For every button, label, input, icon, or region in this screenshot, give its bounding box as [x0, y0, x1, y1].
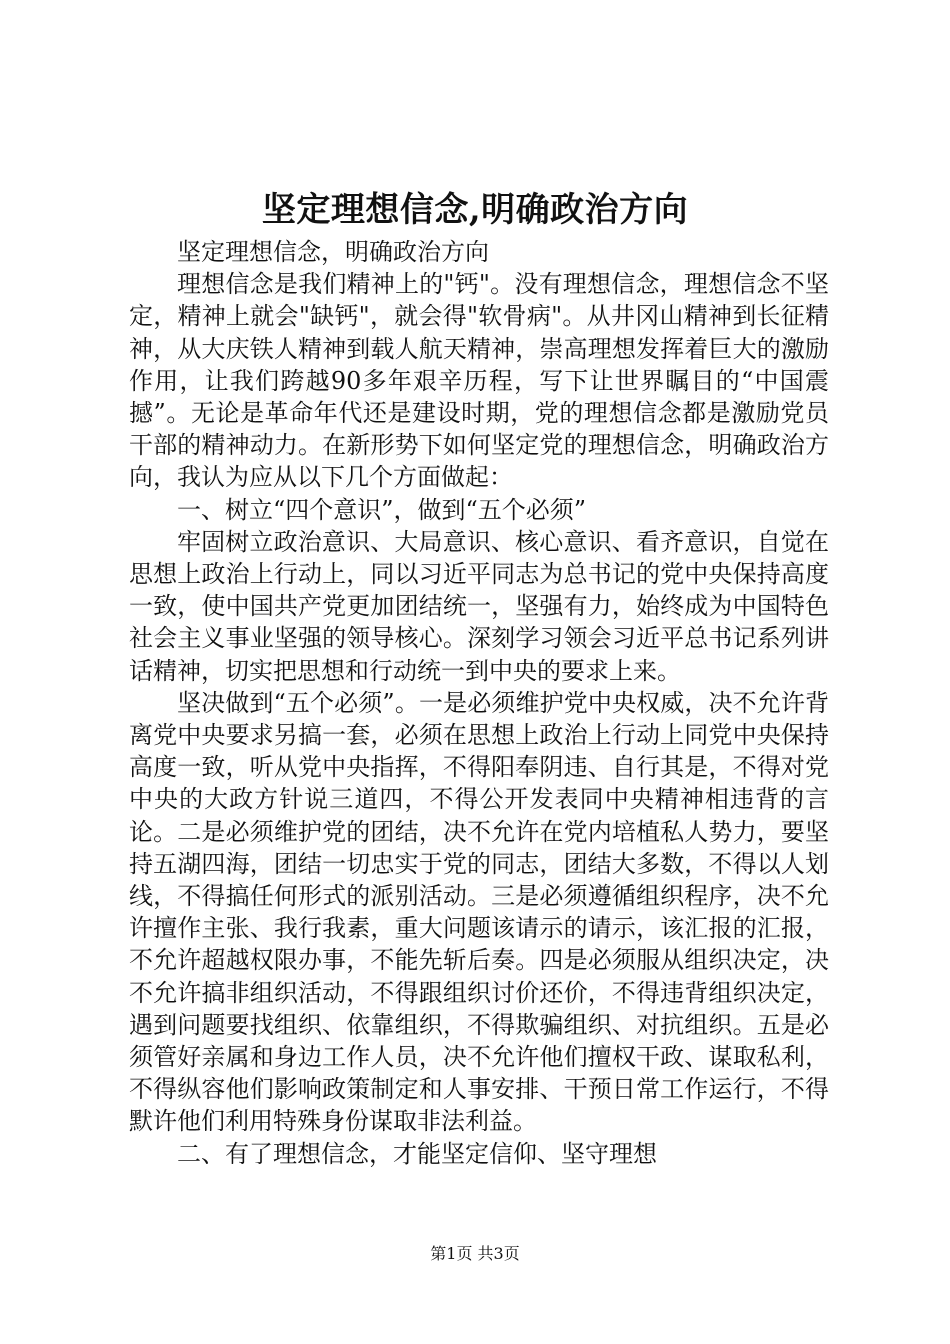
subtitle-paragraph: 坚定理想信念，明确政治方向: [177, 238, 489, 266]
document-body: [129, 236, 829, 1170]
document-title: 坚定理想信念,明确政治方向: [261, 190, 689, 230]
section-heading-2: 二、有了理想信念，才能坚定信仰、坚守理想: [177, 1139, 657, 1168]
page-footer: 第1页 共3页: [430, 1244, 520, 1263]
section-heading-1: 一、树立“四个意识”，做到“五个必须”: [177, 495, 587, 524]
body-paragraph: 牢固树立政治意识、大局意识、核心意识、看齐意识，自觉在思想上政治上行动上，同以习近平同志为总书记的党中央保持高度一致，使中国共产党更加团结统一，坚强有力，始终成为中国特色社会主义事业坚强的领导核心。深刻学习领会习近平总书记系列讲话精神，切实把思想和行动统一到中央的要求上来。: [129, 527, 829, 685]
intro-paragraph: 理想信念是我们精神上的"钙"。没有理想信念，理想信念不坚定，精神上就会"缺钙"，就会得"软骨病"。从井冈山精神到长征精神，从大庆铁人精神到载人航天精神，崇高理想发挥着巨大的激励作用，让我们跨越90多年艰辛历程，写下让世界瞩目的“中国震撼”。无论是革命年代还是建设时期，党的理想信念都是激励党员干部的精神动力。在新形势下如何坚定党的理想信念，明确政治方向，我认为应从以下几个方面做起：: [129, 270, 829, 492]
body-paragraph: 坚决做到“五个必须”。一是必须维护党中央权威，决不允许背离党中央要求另搞一套，必须在思想上政治上行动上同党中央保持高度一致，听从党中央指挥，不得阳奉阴违、自行其是，不得对党中央的大政方针说三道四，不得公开发表同中央精神相违背的言论。二是必须维护党的团结，决不允许在党内培植私人势力，要坚持五湖四海，团结一切忠实于党的同志，团结大多数，不得以人划线，不得搞任何形式的派别活动。三是必须遵循组织程序，决不允许擅作主张、我行我素，重大问题该请示的请示，该汇报的汇报，不允许超越权限办事，不能先斩后奏。四是必须服从组织决定，决不允许搞非组织活动，不得跟组织讨价还价，不得违背组织决定，遇到问题要找组织、依靠组织，不得欺骗组织、对抗组织。五是必须管好亲属和身边工作人员，决不允许他们擅权干政、谋取私利，不得纵容他们影响政策制定和人事安排、干预日常工作运行，不得默许他们利用特殊身份谋取非法利益。: [129, 688, 829, 1136]
